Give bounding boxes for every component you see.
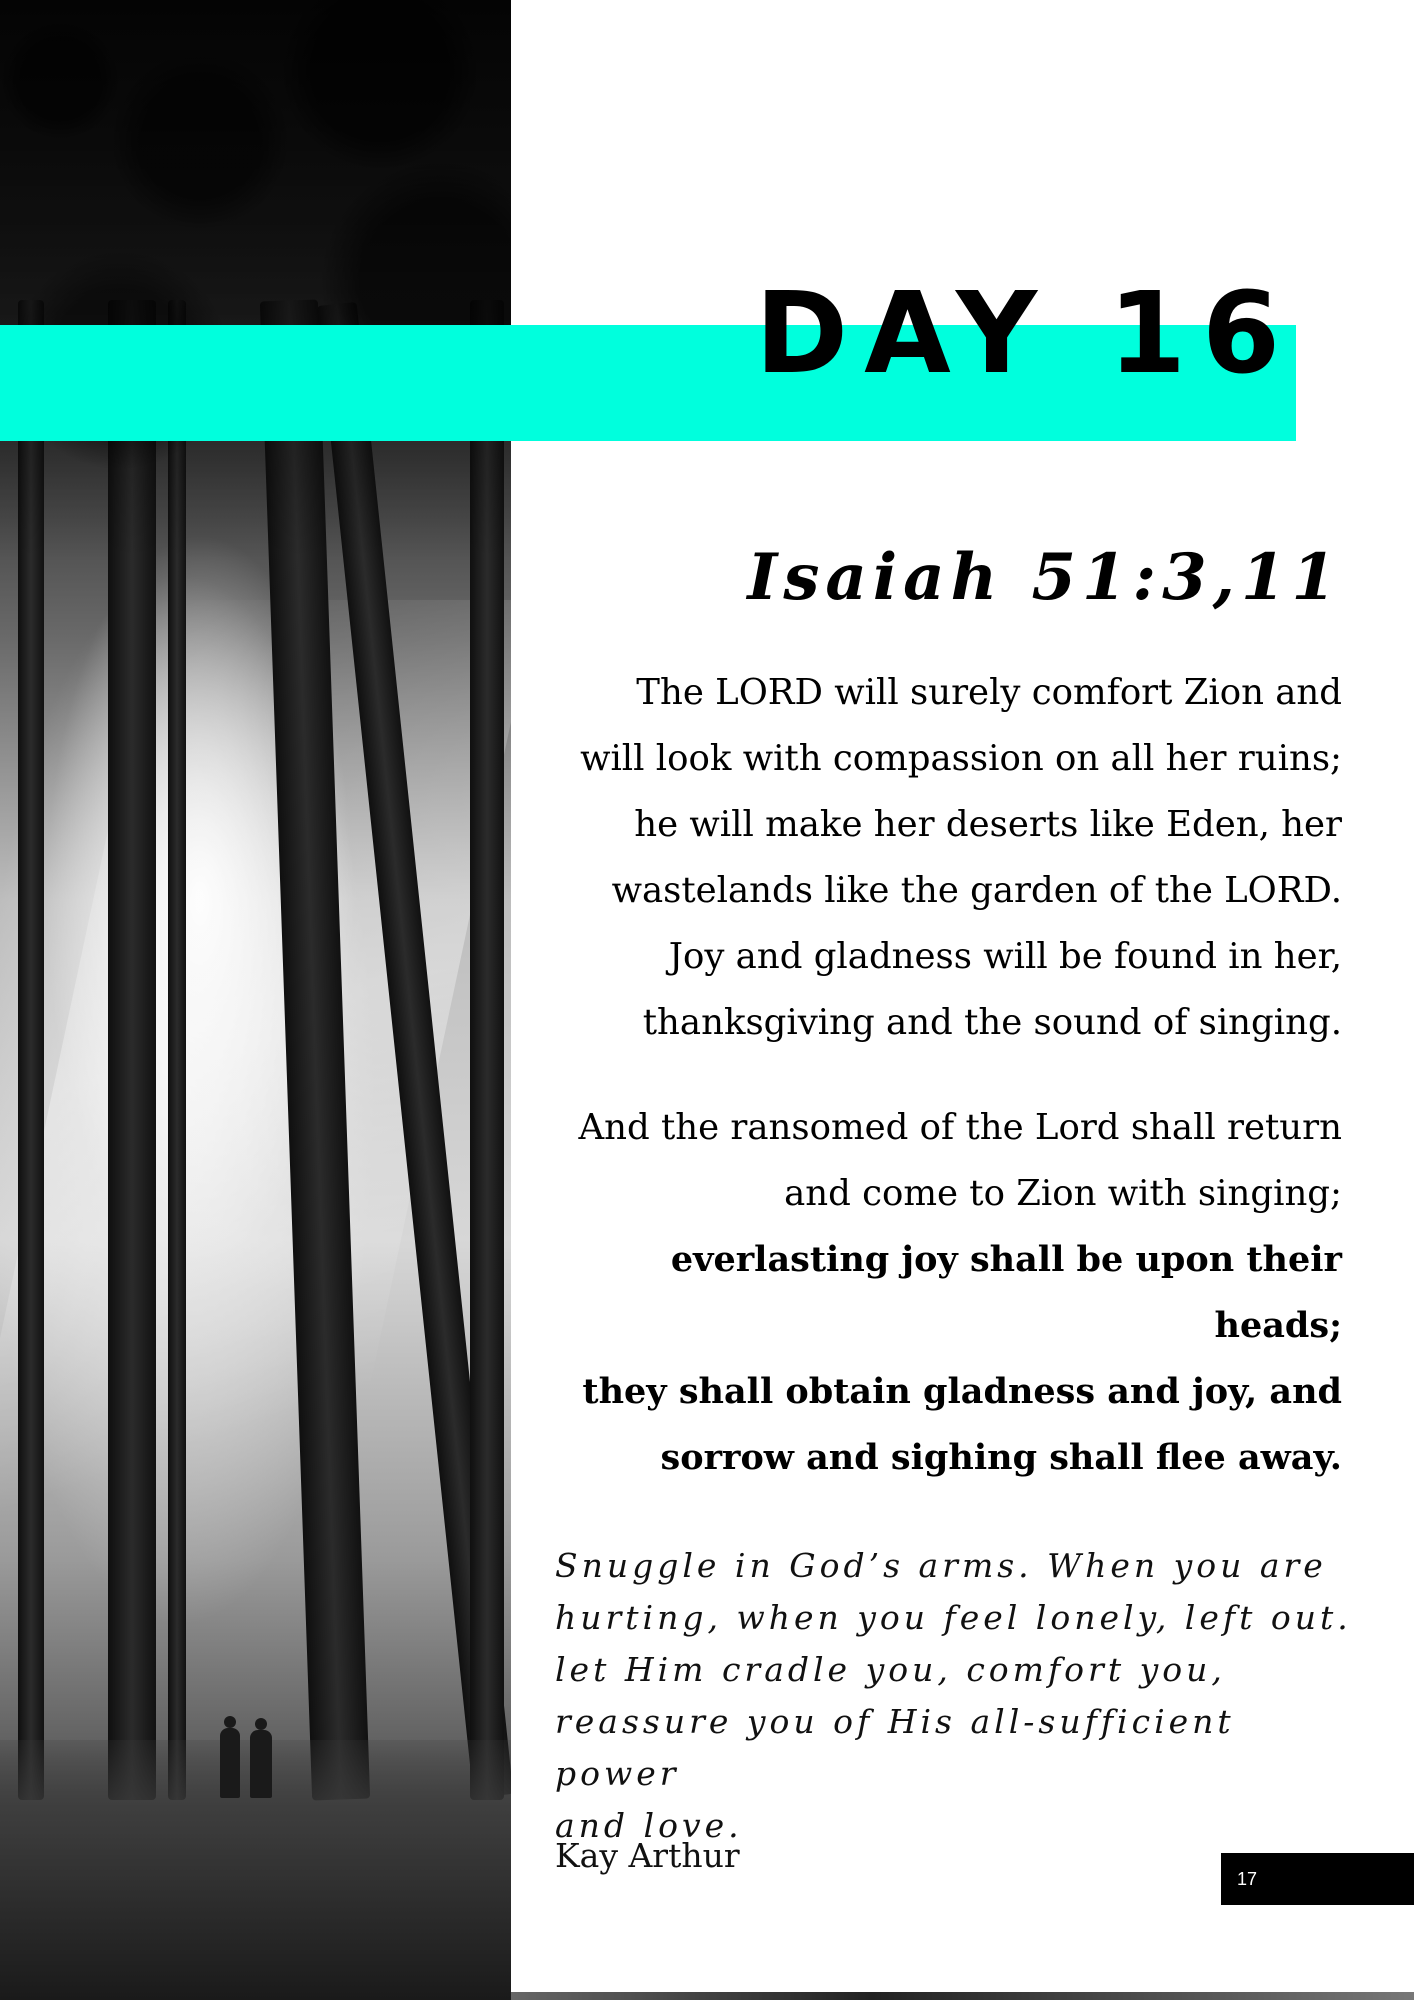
verse-line: thanksgiving and the sound of singing.	[642, 1002, 1342, 1043]
verse-line: The LORD will surely comfort Zion and	[636, 672, 1342, 713]
verse-line: Joy and gladness will be found in her,	[668, 936, 1342, 977]
quote-line: reassure you of His all-sufficient power	[555, 1702, 1235, 1793]
verse-block-2	[555, 1095, 1342, 1491]
day-title: DAY 16	[755, 269, 1296, 399]
verse-line-bold: they shall obtain gladness and joy, and	[582, 1371, 1342, 1412]
forest-photo	[0, 0, 511, 2000]
bottom-photo-strip	[511, 1992, 1414, 2000]
verse-line: he will make her deserts like Eden, her	[634, 804, 1342, 845]
quote-line: hurting, when you feel lonely, left out.	[555, 1598, 1352, 1637]
quote-text	[555, 1540, 1355, 1852]
verse-line-bold: everlasting joy shall be upon their heads;	[670, 1239, 1342, 1346]
verse-line: will look with compassion on all her ruins;	[580, 738, 1342, 779]
page-number-badge: 17	[1221, 1853, 1414, 1905]
verse-line: and come to Zion with singing;	[784, 1173, 1342, 1214]
quote-line: let Him cradle you, comfort you,	[555, 1650, 1226, 1689]
quote-line: Snuggle in God’s arms. When you are	[555, 1546, 1327, 1585]
verse-line: And the ransomed of the Lord shall return	[578, 1107, 1342, 1148]
quote-line: and love.	[555, 1806, 743, 1845]
verse-line-bold: sorrow and sighing shall flee away.	[660, 1437, 1342, 1478]
walking-person-figure	[250, 1730, 272, 1798]
walking-person-figure	[220, 1728, 240, 1798]
verse-block-1	[555, 660, 1342, 1056]
photo-canopy	[0, 0, 511, 560]
verse-line: wastelands like the garden of the LORD.	[611, 870, 1342, 911]
quote-author: Kay Arthur	[555, 1836, 740, 1875]
scripture-reference: Isaiah 51:3,11	[747, 540, 1342, 615]
